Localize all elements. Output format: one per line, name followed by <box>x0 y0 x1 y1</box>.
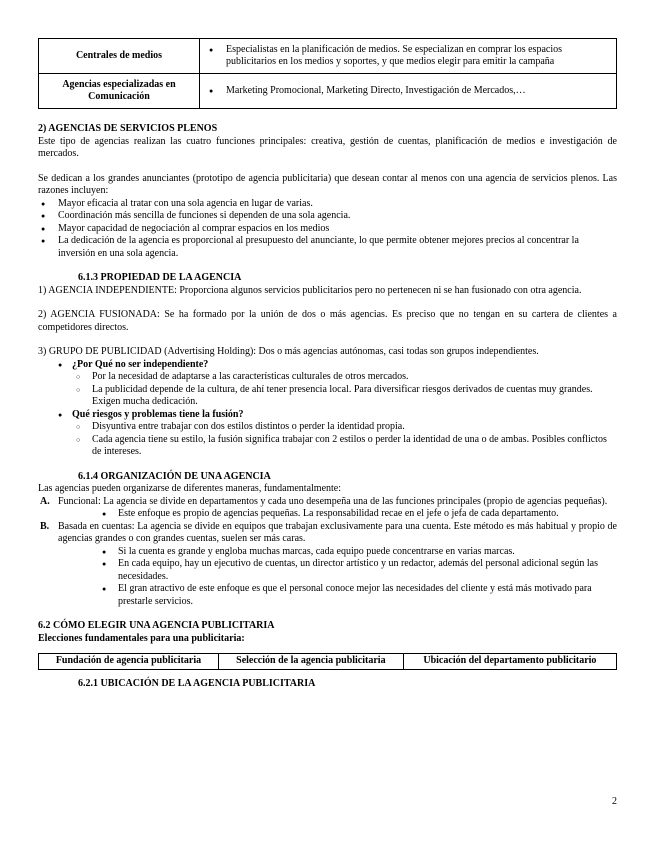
list-item <box>38 521 617 609</box>
document-page <box>38 38 617 690</box>
list-item: ● El gran atractivo de este enfoque es que el personal conoce mejor las necesidades del cliente y está más motivado para prestarle servicios. <box>58 583 617 608</box>
list-item: ● En cada equipo, hay un ejecutivo de cuentas, un director artístico y un redactor, además del personal adicional según las necesidades. <box>58 558 617 583</box>
table-row <box>39 39 617 74</box>
paragraph: 3) GRUPO DE PUBLICIDAD (Advertising Holding): Dos o más agencias autónomas, casi todas son grupos independientes. <box>38 346 539 357</box>
list-item: ○ La publicidad depende de la cultura, de ahí tener presencia local. Para diversificar riesgos derivados de cuentas muy grandes. Exigen mucha dedicación. <box>38 384 617 409</box>
reasons-list <box>38 198 617 261</box>
list-item: ● ¿Por Qué no ser independiente? <box>38 359 617 372</box>
paragraph: Este tipo de agencias realizan las cuatro funciones principales: creativa, gestión de cuentas, planificación de medios e investigación de mercados. <box>38 135 617 159</box>
question-list <box>38 359 617 372</box>
list-item: ● Coordinación más sencilla de funciones si dependen de una sola agencia. <box>38 210 617 223</box>
paragraph: Se dedican a los grandes anunciantes (prototipo de agencia publicitaria) que desean contar al menos con una agencia de servicios plenos. Las razones incluyen: <box>38 172 617 196</box>
question-list <box>38 409 617 422</box>
table-bullet: ● Especialistas en la planificación de medios. Se especializan en comprar los espacios publicitarios en los medios y soportes, y que medios elegir para emitir la campaña <box>206 44 610 69</box>
list-item: ○ Cada agencia tiene su estilo, la fusión significa trabajar con 2 estilos o perder la identidad de una o de ambas. Posibles conflictos de intereses. <box>38 434 617 459</box>
list-item: ● Qué riesgos y problemas tiene la fusión? <box>38 409 617 422</box>
paragraph: Las agencias pueden organizarse de diferentes maneras, fundamentalmente: <box>38 483 342 494</box>
table-label-cell: Centrales de medios <box>39 39 200 74</box>
list-item: ● La dedicación de la agencia es proporcional al presupuesto del anunciante, lo que permite obtener mejores precios al concentrar la inversión en una sola agencia. <box>38 235 617 260</box>
list-item: ● Mayor capacidad de negociación al comprar espacios en los medios <box>38 223 617 236</box>
section-heading: 6.2.1 UBICACIÓN DE LA AGENCIA PUBLICITARIA <box>78 677 316 689</box>
paragraph: Basada en cuentas: La agencia se divide en equipos que trabajan exclusivamente para una cuenta. Este método es más habitual y propio de agencias grandes o con grandes cuentas, suelen ser más caras. <box>58 520 617 544</box>
sub-list <box>38 421 617 459</box>
list-item: ○ Disyuntiva entre trabajar con dos estilos distintos o perder la identidad propia. <box>38 421 617 434</box>
section-heading: 6.2 CÓMO ELEGIR UNA AGENCIA PUBLICITARIA <box>38 620 275 631</box>
list-item: ● Mayor eficacia al tratar con una sola agencia en lugar de varias. <box>38 198 617 211</box>
table-text-cell <box>200 39 617 74</box>
list-item: ○ Por la necesidad de adaptarse a las características culturales de otros mercados. <box>38 371 617 384</box>
paragraph: 2) AGENCIA FUSIONADA: Se ha formado por la unión de dos o más agencias. Es preciso que no tengan en su cartera de clientes a competidores directos. <box>38 309 617 333</box>
table-label-cell: Agencias especializadas en Comunicación <box>39 74 200 109</box>
table-cell: Selección de la agencia publicitaria <box>218 654 403 670</box>
agency-types-table <box>38 38 617 109</box>
paragraph: Funcional: La agencia se divide en departamentos y cada uno desempeña una de las funciones principales (propio de agencias pequeñas). <box>58 495 608 507</box>
sub-list <box>58 508 617 521</box>
list-marker: B. <box>40 520 50 532</box>
subheading: Elecciones fundamentales para una publicitaria: <box>38 632 245 644</box>
table-cell: Fundación de agencia publicitaria <box>39 654 219 670</box>
organization-list <box>38 496 617 609</box>
table-bullet: ● Marketing Promocional, Marketing Directo, Investigación de Mercados,… <box>206 85 610 98</box>
section-heading: 6.1.4 ORGANIZACIÓN DE UNA AGENCIA <box>78 470 271 482</box>
section-heading: 6.1.3 PROPIEDAD DE LA AGENCIA <box>78 272 242 283</box>
sub-list <box>58 546 617 609</box>
table-cell: Ubicación del departamento publicitario <box>403 654 616 670</box>
list-item: ● Si la cuenta es grande y engloba muchas marcas, cada equipo puede concentrarse en varias marcas. <box>58 546 617 559</box>
list-item <box>38 496 617 521</box>
page-number: 2 <box>612 796 617 807</box>
table-row <box>39 74 617 109</box>
list-item: ● Este enfoque es propio de agencias pequeñas. La responsabilidad recae en el jefe o jefa de cada departamento. <box>58 508 617 521</box>
table-text-cell <box>200 74 617 109</box>
list-marker: A. <box>40 495 50 507</box>
table-row <box>39 654 617 670</box>
choices-table <box>38 653 617 670</box>
paragraph: 1) AGENCIA INDEPENDIENTE: Proporciona algunos servicios publicitarios pero no pertenecen ni se han fusionado con otra agencia. <box>38 284 582 296</box>
section-heading: 2) AGENCIAS DE SERVICIOS PLENOS <box>38 123 218 134</box>
sub-list <box>38 371 617 409</box>
